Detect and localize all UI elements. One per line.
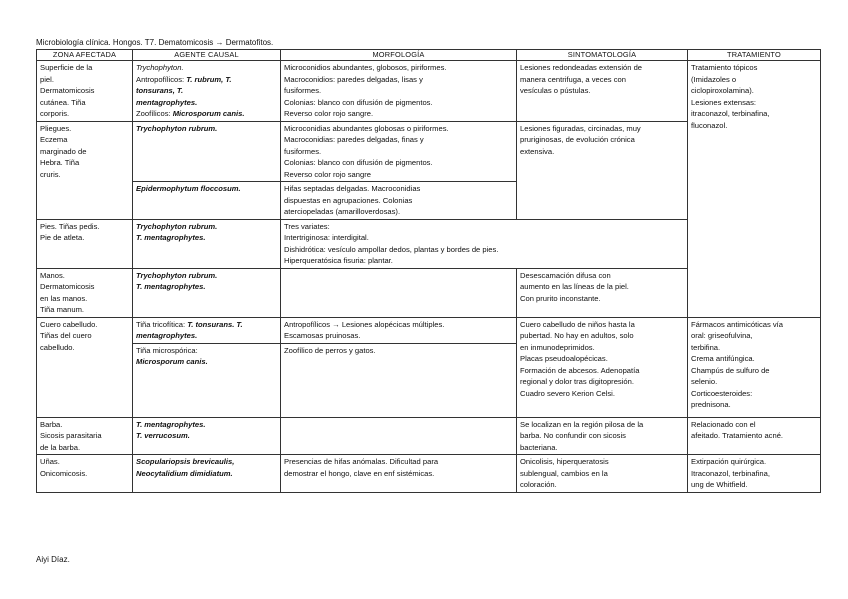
table-row [37,317,821,343]
table-row [37,455,821,493]
author-signature: Aiyi Díaz. [36,555,70,564]
zona-cell: Cuero cabelludo. Tiñas del cuero cabelludo. [37,317,133,417]
agente-cell: Trychophyton rubrum. [133,121,281,182]
sintomas-cell: Lesiones redondeadas extensión de manera centrifuga, a veces con vesículas o pústulas. [517,61,688,122]
tratamiento-cell: Relacionado con el afeitado. Tratamiento acné. [688,417,821,455]
morfologia-cell: Tres variates: Intertriginosa: interdigital. Dishidrótica: vesículo ampollar dedos, plantas y bordes de pies. Hiperqueratósica fisuria: plantar. [281,219,688,268]
morfologia-cell: Presencias de hifas anómalas. Dificultad para demostrar el hongo, clave en enf sistémicas. [281,455,517,493]
tratamiento-cell: Fármacos antimicóticas vía oral: griseofulvina, terbifina. Crema antifúngica. Champús de sulfuro de selenio. Corticoesteroides: prednisona. [688,317,821,417]
zona-cell: Pies. Tiñas pedis. Pie de atleta. [37,219,133,268]
agente-cell: Trychophyton rubrum. T. mentagrophytes. [133,219,281,268]
agente-cell: T. mentagrophytes. T. verrucosum. [133,417,281,455]
agente-cell: Scopulariopsis brevicaulis, Neocytalidium dimidiatum. [133,455,281,493]
sintomas-cell: Desescamación difusa con aumento en las líneas de la piel. Con prurito inconstante. [517,268,688,317]
tratamiento-cell: Tratamiento tópicos (Imidazoles o ciclopiroxolamina). Lesiones extensas: itraconazol, terbinafina, fluconazol. [688,61,821,318]
zona-cell: Superficie de la piel. Dermatomicosis cutánea. Tiña corporis. [37,61,133,122]
header-sintomatologia: SINTOMATOLOGÍA [517,50,688,61]
document-title: Microbiología clínica. Hongos. T7. Dematomicosis → Dermatofitos. [36,38,274,47]
zona-cell: Manos. Dermatomicosis en las manos. Tiña manum. [37,268,133,317]
agente-cell: Trychophyton rubrum. T. mentagrophytes. [133,268,281,317]
tratamiento-cell: Extirpación quirúrgica. Itraconazol, terbinafina, ung de Whitfield. [688,455,821,493]
morfologia-cell: Antropofílicos → Lesiones alopécicas múltiples. Escamosas pruinosas. [281,317,517,343]
morfologia-cell [281,417,517,455]
sintomas-cell: Lesiones figuradas, circinadas, muy pruriginosas, de evolución crónica extensiva. [517,121,688,219]
table-row [37,61,821,122]
morfologia-cell [281,268,517,317]
header-agente: AGENTE CAUSAL [133,50,281,61]
sintomas-cell: Cuero cabelludo de niños hasta la pubertad. No hay en adultos, solo en inmunodeprimidos. Placas pseudoalopécicas. Formación de abcesos. Adenopatía regional y dolor tras digitopresión. Cuadro severo Kerion Celsi. [517,317,688,417]
morfologia-cell: Hifas septadas delgadas. Macroconidias dispuestas en agrupaciones. Colonias aterciopeladas (amarilloverdosas). [281,182,517,220]
morfologia-cell: Microconidios abundantes, globosos, piriformes. Macroconidios: paredes delgadas, lisas y fusiformes. Colonias: blanco con difusión de pigmentos. Reverso color rojo sangre. [281,61,517,122]
header-morfologia: MORFOLOGÍA [281,50,517,61]
table-row [37,417,821,455]
zona-cell: Barba. Sicosis parasitaria de la barba. [37,417,133,455]
sintomas-cell: Se localizan en la región pilosa de la barba. No confundir con sicosis bacteriana. [517,417,688,455]
zona-cell: Uñas. Onicomicosis. [37,455,133,493]
header-row [37,50,821,61]
agente-cell: Epidermophytum floccosum. [133,182,281,220]
zona-cell: Pliegues. Eczema marginado de Hebra. Tiña cruris. [37,121,133,219]
agente-cell: Tiña microspórica: Microsporum canis. [133,343,281,417]
agente-cell: Trychophyton. Antropofílicos: T. rubrum, T. tonsurans, T. mentagrophytes. Zoofílicos: Microsporum canis. [133,61,281,122]
header-tratamiento: TRATAMIENTO [688,50,821,61]
agente-cell: Tiña tricofítica: T. tonsurans. T. mentagrophytes. [133,317,281,343]
morfologia-cell: Microconidias abundantes globosas o piriformes. Macroconidias: paredes delgadas, finas y fusiformes. Colonias: blanco con difusión de pigmentos. Reverso color rojo sangre [281,121,517,182]
morfologia-cell: Zoofílico de perros y gatos. [281,343,517,417]
sintomas-cell: Onicolisis, hiperqueratosis sublengual, cambios en la coloración. [517,455,688,493]
dermatomycosis-table [36,49,821,493]
header-zona: ZONA AFECTADA [37,50,133,61]
